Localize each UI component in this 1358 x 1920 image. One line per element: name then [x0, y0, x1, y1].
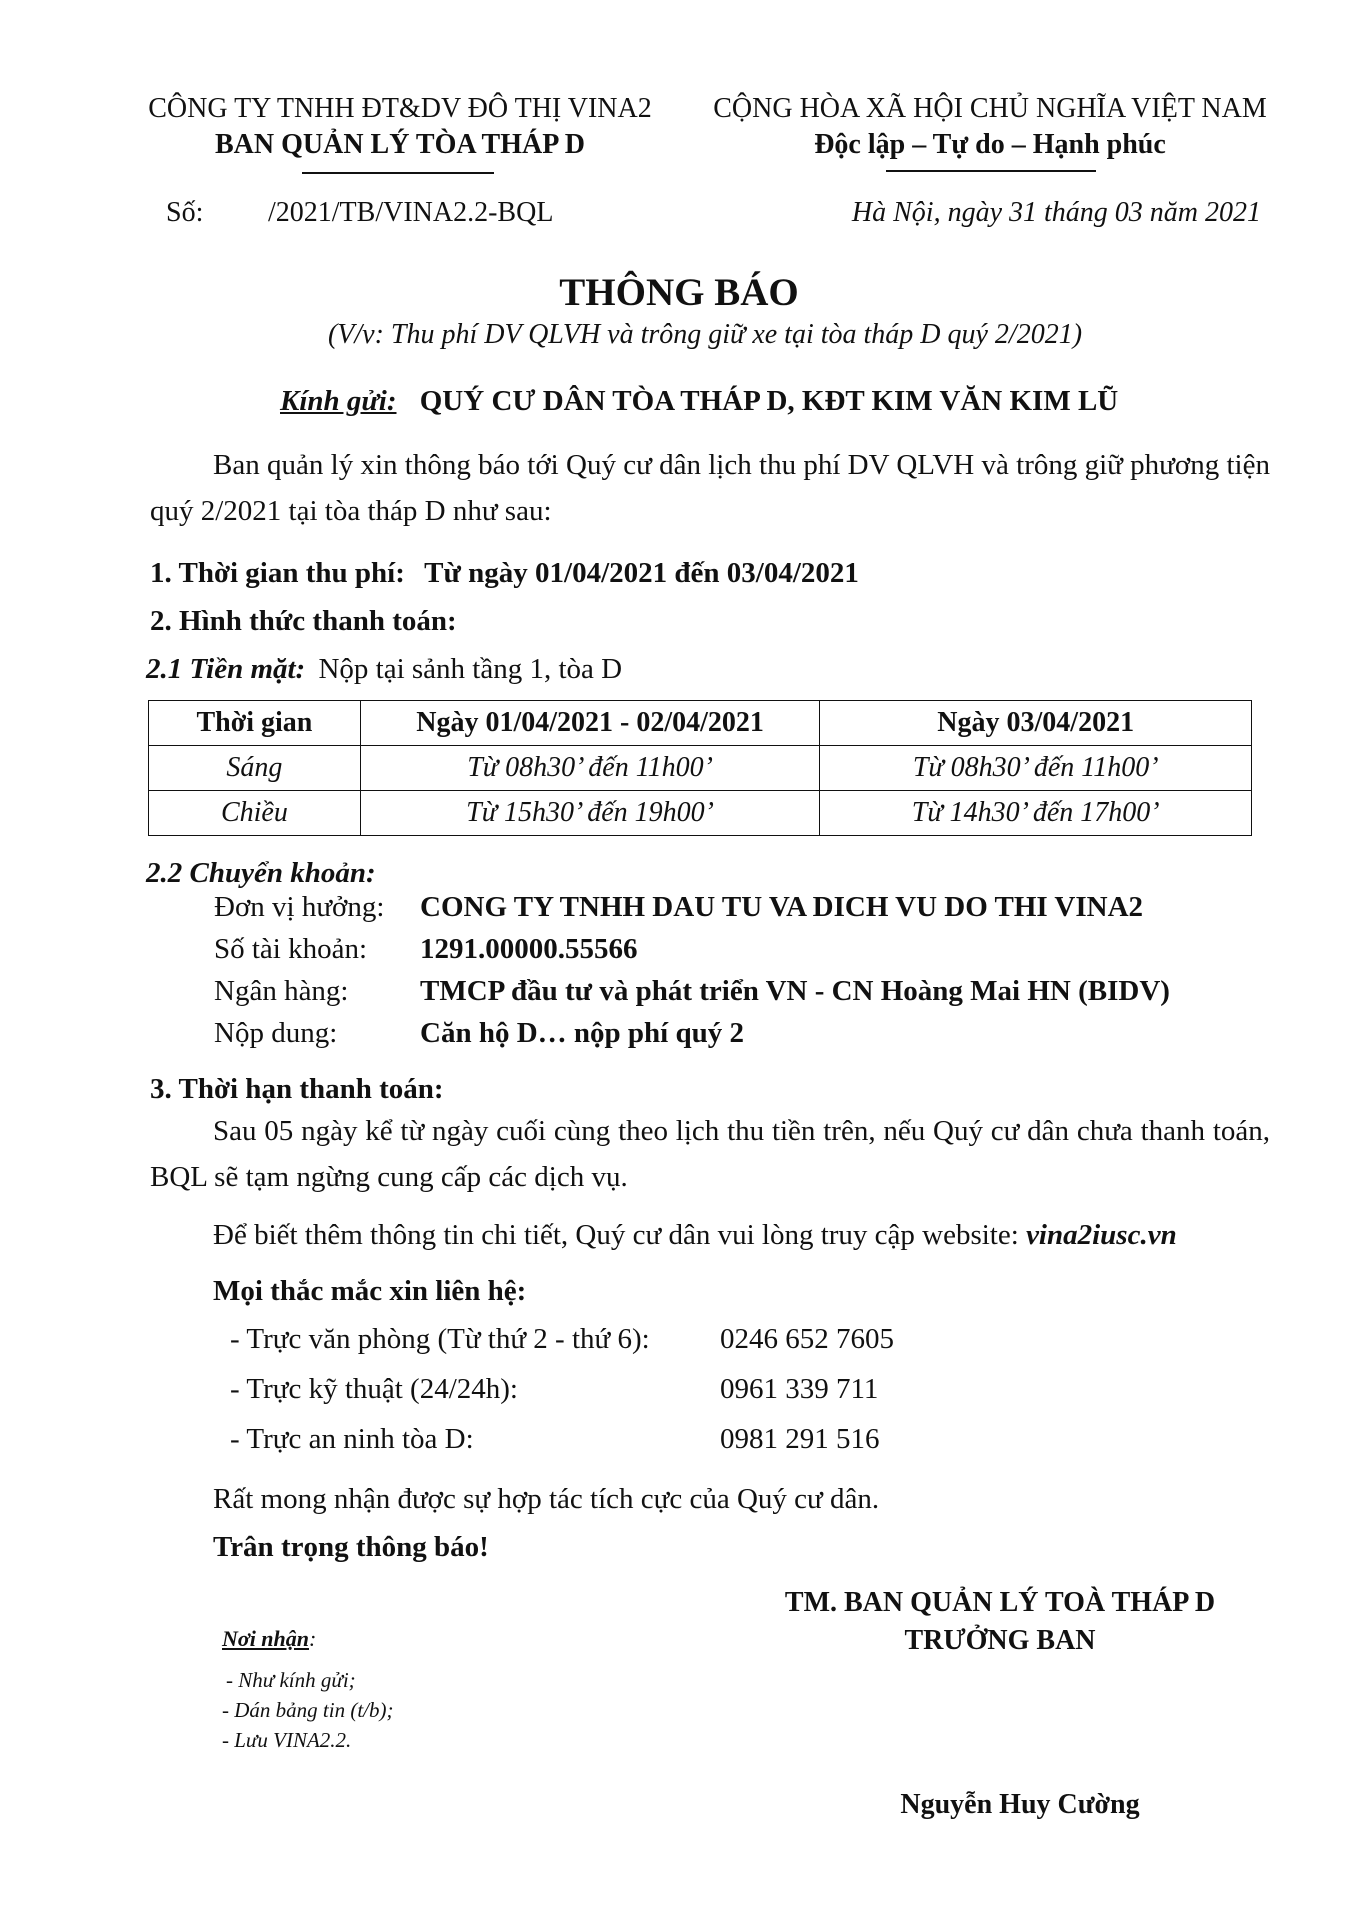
table-cell: Từ 14h30’ đến 17h00’ — [820, 791, 1252, 836]
payment-content-value: Căn hộ D… nộp phí quý 2 — [420, 1017, 744, 1049]
table-cell: Từ 15h30’ đến 19h00’ — [360, 791, 820, 836]
place-date: Hà Nội, ngày 31 tháng 03 năm 2021 — [851, 197, 1261, 228]
table-cell: Từ 08h30’ đến 11h00’ — [820, 746, 1252, 791]
table-cell: Chiều — [149, 791, 361, 836]
recipient-value: QUÝ CƯ DÂN TÒA THÁP D, KĐT KIM VĂN KIM LŨ — [419, 385, 1119, 417]
website-link[interactable]: vina2iusc.vn — [1026, 1219, 1177, 1251]
cash-line — [146, 652, 622, 687]
table-row — [149, 791, 1252, 836]
bank-value: TMCP đầu tư và phát triển VN - CN Hoàng Mai HN (BIDV) — [420, 975, 1170, 1007]
cash-value: Nộp tại sảnh tầng 1, tòa D — [318, 653, 623, 685]
account-number-value: 1291.00000.55566 — [420, 933, 638, 965]
motto-underline — [886, 170, 1096, 172]
recipient-label: Kính gửi: — [280, 385, 397, 417]
intro-paragraph: Ban quản lý xin thông báo tới Quý cư dân lịch thu phí DV QLVH và trông giữ phương tiện quý 2/2021 tại tòa tháp D như sau: — [150, 449, 1270, 527]
contact-phone: 0246 652 7605 — [720, 1323, 894, 1355]
recipient-item: - Dán bảng tin (t/b); — [222, 1698, 394, 1722]
contact-phone: 0981 291 516 — [720, 1423, 880, 1455]
department-name: BAN QUẢN LÝ TÒA THÁP D — [214, 129, 586, 160]
table-header-cell: Ngày 03/04/2021 — [820, 701, 1252, 746]
section-1-label: 1. Thời gian thu phí: — [150, 557, 405, 589]
document-subject: (V/v: Thu phí DV QLVH và trông giữ xe tại tòa tháp D quý 2/2021) — [327, 319, 1083, 350]
contact-label: - Trực an ninh tòa D: — [230, 1423, 474, 1455]
signer-name: Nguyễn Huy Cường — [900, 1789, 1140, 1820]
website-text: Để biết thêm thông tin chi tiết, Quý cư dân vui lòng truy cập website: — [213, 1219, 1019, 1251]
transfer-item-label: Số tài khoản: — [214, 933, 368, 965]
collection-schedule-table — [148, 700, 1252, 836]
nation-name: CỘNG HÒA XÃ HỘI CHỦ NGHĨA VIỆT NAM — [713, 93, 1267, 124]
document-number-label: Số: — [166, 197, 204, 228]
website-line — [213, 1218, 1177, 1253]
document-title: THÔNG BÁO — [559, 271, 799, 314]
section-1-value: Từ ngày 01/04/2021 đến 03/04/2021 — [424, 557, 859, 589]
table-cell: Từ 08h30’ đến 11h00’ — [360, 746, 820, 791]
section-1 — [150, 556, 859, 591]
department-underline — [302, 172, 494, 174]
document-number: /2021/TB/VINA2.2-BQL — [268, 197, 554, 228]
transfer-label: 2.2 Chuyển khoản: — [146, 857, 376, 889]
contact-label: - Trực văn phòng (Từ thứ 2 - thứ 6): — [230, 1323, 650, 1355]
recipients-colon: : — [309, 1626, 317, 1651]
company-name: CÔNG TY TNHH ĐT&DV ĐÔ THỊ VINA2 — [148, 93, 652, 124]
closing-hope: Rất mong nhận được sự hợp tác tích cực của Quý cư dân. — [213, 1483, 880, 1515]
section-3-label: 3. Thời hạn thanh toán: — [150, 1073, 444, 1105]
closing-regards: Trân trọng thông báo! — [213, 1531, 489, 1563]
transfer-item-label: Nộp dung: — [214, 1017, 338, 1049]
transfer-item-label: Ngân hàng: — [214, 975, 349, 1007]
contact-label: - Trực kỹ thuật (24/24h): — [230, 1373, 518, 1405]
section-2-label: 2. Hình thức thanh toán: — [150, 605, 457, 637]
recipient-item: - Như kính gửi; — [226, 1668, 356, 1692]
contacts-title: Mọi thắc mắc xin liên hệ: — [213, 1275, 527, 1307]
table-row — [149, 746, 1252, 791]
transfer-item-label: Đơn vị hưởng: — [214, 891, 385, 923]
recipient-item: - Lưu VINA2.2. — [222, 1728, 352, 1752]
recipients-heading — [222, 1626, 316, 1652]
payment-deadline-paragraph: Sau 05 ngày kể từ ngày cuối cùng theo lịch thu tiền trên, nếu Quý cư dân chưa thanh toán, BQL sẽ tạm ngừng cung cấp các dịch vụ. — [150, 1115, 1270, 1193]
cash-label: 2.1 Tiền mặt: — [146, 653, 306, 685]
table-header-cell: Ngày 01/04/2021 - 02/04/2021 — [360, 701, 820, 746]
recipient-line — [280, 384, 1118, 419]
beneficiary-value: CONG TY TNHH DAU TU VA DICH VU DO THI VINA2 — [420, 891, 1144, 923]
table-cell: Sáng — [149, 746, 361, 791]
contact-phone: 0961 339 711 — [720, 1373, 879, 1405]
signature-title: TM. BAN QUẢN LÝ TOÀ THÁP D — [784, 1587, 1216, 1618]
signature-position: TRƯỞNG BAN — [904, 1625, 1096, 1656]
table-header-cell: Thời gian — [149, 701, 361, 746]
recipients-title: Nơi nhận — [222, 1626, 310, 1651]
table-header-row — [149, 701, 1252, 746]
national-motto: Độc lập – Tự do – Hạnh phúc — [814, 129, 1166, 160]
